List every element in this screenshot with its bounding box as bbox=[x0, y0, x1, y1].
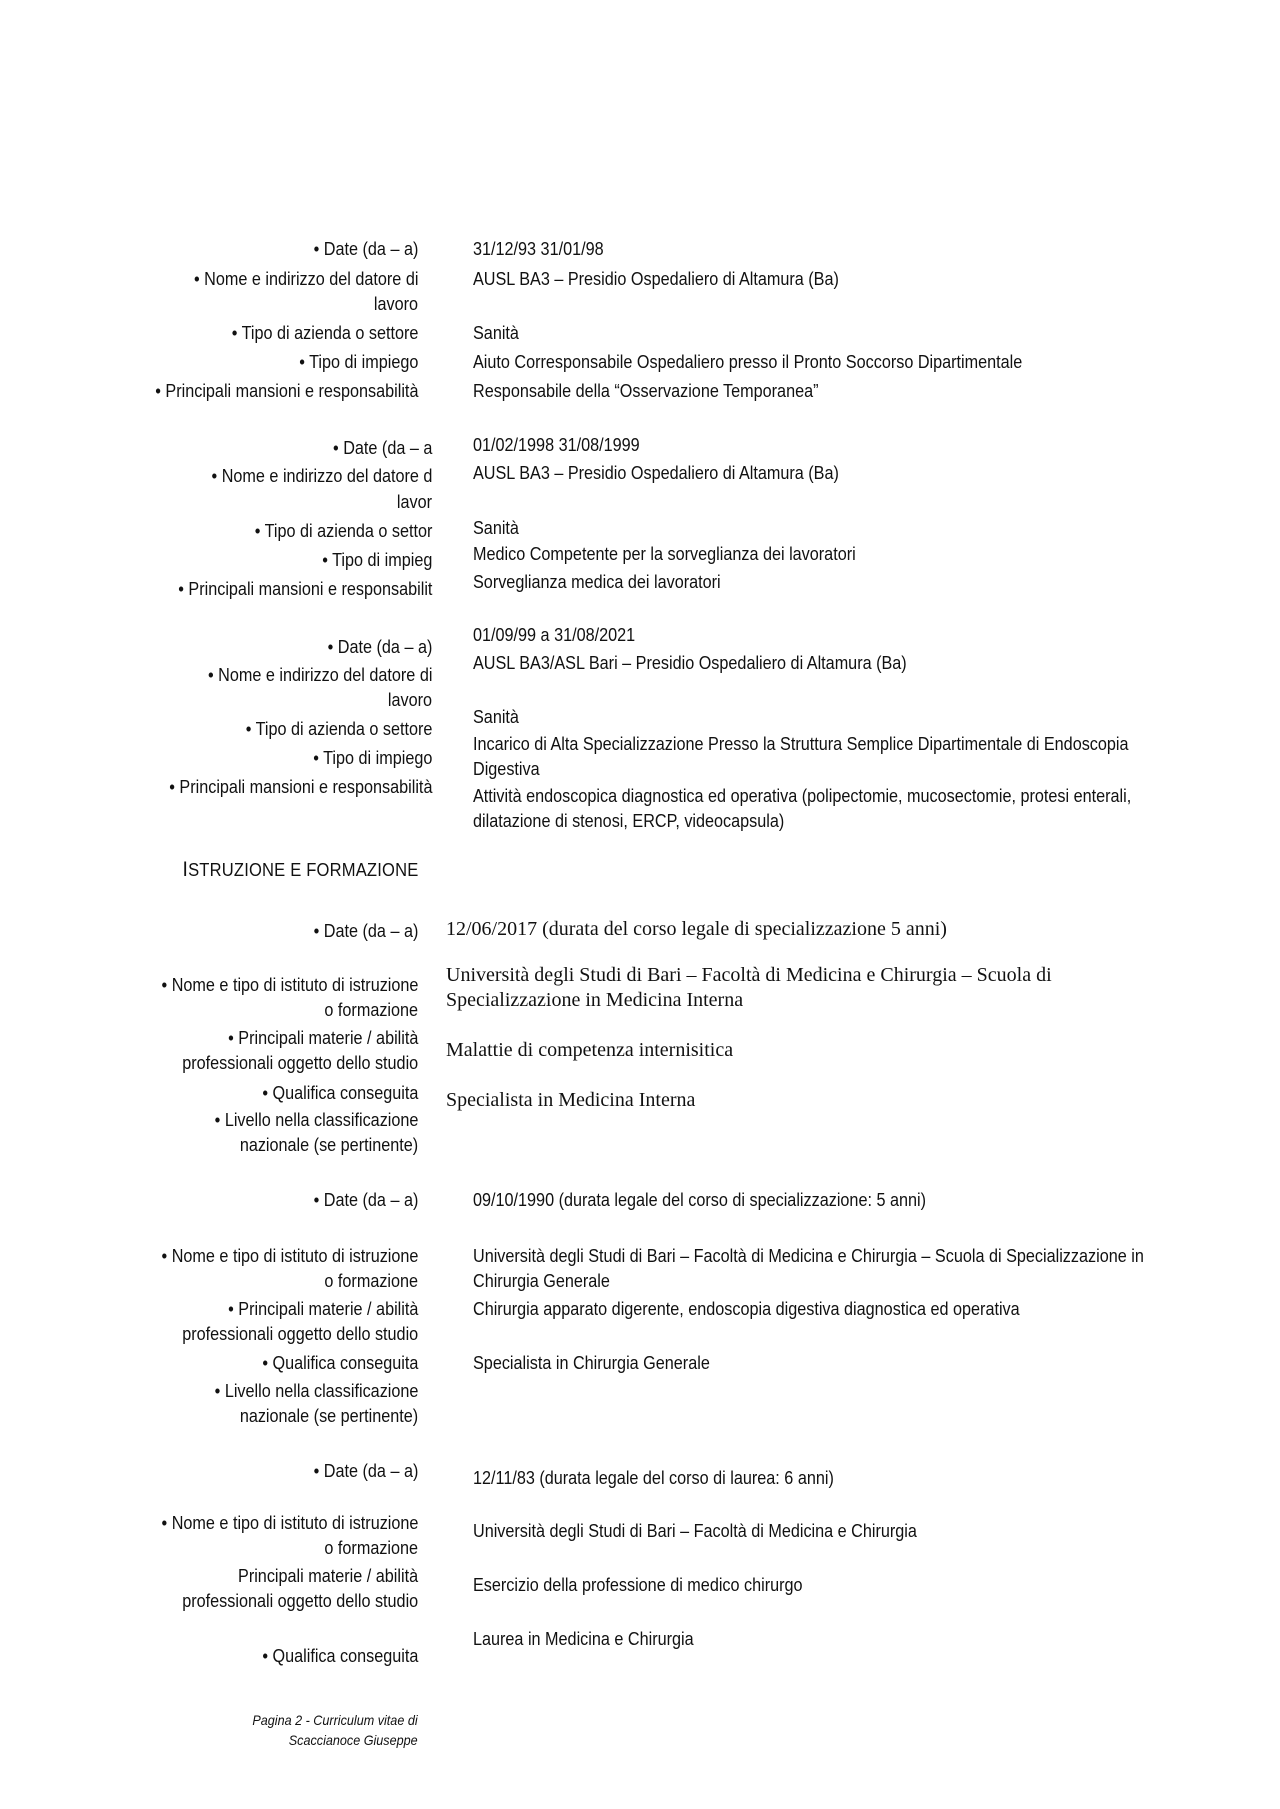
edu2-level-label-cont: nazionale (se pertinente) bbox=[239, 1406, 418, 1426]
job3-date-label: • Date (da – a) bbox=[327, 637, 432, 657]
edu1-qualification-label: • Qualifica conseguita bbox=[261, 1083, 418, 1103]
job1-employer-value: AUSL BA3 – Presidio Ospedaliero di Altamura (Ba) bbox=[473, 269, 839, 289]
job3-sector-value: Sanità bbox=[473, 707, 519, 727]
edu1-qualification-value: Specialista in Medicina Interna bbox=[446, 1089, 696, 1111]
edu3-institute-value: Università degli Studi di Bari – Facoltà di Medicina e Chirurgia bbox=[473, 1521, 917, 1541]
job3-employer-label: • Nome e indirizzo del datore di bbox=[207, 665, 432, 685]
job1-duties-value: Responsabile della “Osservazione Temporanea” bbox=[473, 381, 819, 401]
job1-employer-label-cont: lavoro bbox=[373, 294, 418, 314]
edu1-subjects-label-cont: professionali oggetto dello studio bbox=[182, 1053, 418, 1073]
section-title-education bbox=[182, 858, 418, 882]
footer-page-line: Pagina 2 - Curriculum vitae di bbox=[252, 1712, 418, 1728]
job2-sector-value: Sanità bbox=[473, 518, 519, 538]
job1-role-value: Aiuto Corresponsabile Ospedaliero presso il Pronto Soccorso Dipartimentale bbox=[473, 352, 1023, 372]
edu2-qualification-value: Specialista in Chirurgia Generale bbox=[473, 1353, 710, 1373]
edu1-date-label: • Date (da – a) bbox=[313, 921, 418, 941]
edu1-subjects-label: • Principali materie / abilità bbox=[227, 1028, 418, 1048]
job2-duties-label: • Principali mansioni e responsabilit bbox=[177, 579, 432, 599]
edu2-date-value: 09/10/1990 (durata legale del corso di specializzazione: 5 anni) bbox=[473, 1190, 926, 1210]
job3-role-value-cont: Digestiva bbox=[473, 759, 540, 779]
edu3-institute-label-cont: o formazione bbox=[324, 1538, 418, 1558]
edu1-institute-label-cont: o formazione bbox=[324, 1000, 418, 1020]
page-footer bbox=[253, 1710, 418, 1750]
job1-date-value: 31/12/93 31/01/98 bbox=[473, 239, 604, 259]
footer-author-line: Scaccianoce Giuseppe bbox=[289, 1732, 418, 1748]
section-title-rest: STRUZIONE E FORMAZIONE bbox=[187, 860, 418, 880]
edu2-institute-label-cont: o formazione bbox=[324, 1271, 418, 1291]
job2-role-label: • Tipo di impieg bbox=[321, 550, 432, 570]
job3-employer-label-cont: lavoro bbox=[387, 690, 432, 710]
edu1-date-value: 12/06/2017 (durata del corso legale di specializzazione 5 anni) bbox=[446, 918, 947, 940]
job1-duties-label: • Principali mansioni e responsabilità bbox=[154, 381, 418, 401]
edu1-subjects-value: Malattie di competenza internisitica bbox=[446, 1039, 734, 1061]
job3-role-label: • Tipo di impiego bbox=[312, 748, 432, 768]
job3-duties-value: Attività endoscopica diagnostica ed operativa (polipectomie, mucosectomie, protesi enterali, bbox=[473, 786, 1132, 806]
edu1-level-label: • Livello nella classificazione bbox=[214, 1110, 418, 1130]
edu2-subjects-label-cont: professionali oggetto dello studio bbox=[182, 1324, 418, 1344]
job2-employer-label: • Nome e indirizzo del datore d bbox=[211, 466, 432, 486]
job2-role-value: Medico Competente per la sorveglianza dei lavoratori bbox=[473, 544, 856, 564]
job1-sector-label: • Tipo di azienda o settore bbox=[231, 323, 418, 343]
job3-date-value: 01/09/99 a 31/08/2021 bbox=[473, 625, 636, 645]
edu1-institute-value: Università degli Studi di Bari – Facoltà di Medicina e Chirurgia – Scuola di bbox=[446, 964, 1052, 986]
edu2-level-label: • Livello nella classificazione bbox=[214, 1381, 418, 1401]
edu3-date-label: • Date (da – a) bbox=[313, 1461, 418, 1481]
edu3-subjects-label-cont: professionali oggetto dello studio bbox=[182, 1591, 418, 1611]
edu2-subjects-value: Chirurgia apparato digerente, endoscopia digestiva diagnostica ed operativa bbox=[473, 1299, 1020, 1319]
edu2-subjects-label: • Principali materie / abilità bbox=[227, 1299, 418, 1319]
job2-employer-value: AUSL BA3 – Presidio Ospedaliero di Altamura (Ba) bbox=[473, 463, 839, 483]
job3-sector-label: • Tipo di azienda o settore bbox=[245, 719, 432, 739]
edu1-institute-label: • Nome e tipo di istituto di istruzione bbox=[161, 975, 418, 995]
edu3-qualification-label: • Qualifica conseguita bbox=[261, 1646, 418, 1666]
job1-date-label: • Date (da – a) bbox=[313, 239, 418, 259]
job3-role-value: Incarico di Alta Specializzazione Presso la Struttura Semplice Dipartimentale di Endoscopia bbox=[473, 734, 1129, 754]
job2-date-value: 01/02/1998 31/08/1999 bbox=[473, 435, 640, 455]
edu2-institute-value-cont: Chirurgia Generale bbox=[473, 1271, 610, 1291]
edu3-subjects-label: Principali materie / abilità bbox=[237, 1566, 418, 1586]
job2-sector-label: • Tipo di azienda o settor bbox=[254, 521, 432, 541]
edu1-level-label-cont: nazionale (se pertinente) bbox=[239, 1135, 418, 1155]
job1-employer-label: • Nome e indirizzo del datore di bbox=[193, 269, 418, 289]
job1-role-label: • Tipo di impiego bbox=[298, 352, 418, 372]
job3-employer-value: AUSL BA3/ASL Bari – Presidio Ospedaliero di Altamura (Ba) bbox=[473, 653, 907, 673]
job2-employer-label-cont: lavor bbox=[396, 492, 432, 512]
edu2-institute-value: Università degli Studi di Bari – Facoltà di Medicina e Chirurgia – Scuola di Specializzazione in bbox=[473, 1246, 1144, 1266]
job3-duties-label: • Principali mansioni e responsabilità bbox=[168, 777, 432, 797]
job1-sector-value: Sanità bbox=[473, 323, 519, 343]
job2-duties-value: Sorveglianza medica dei lavoratori bbox=[473, 572, 721, 592]
job2-date-label: • Date (da – a bbox=[332, 438, 432, 458]
edu3-institute-label: • Nome e tipo di istituto di istruzione bbox=[161, 1513, 418, 1533]
edu2-institute-label: • Nome e tipo di istituto di istruzione bbox=[161, 1246, 418, 1266]
edu3-subjects-value: Esercizio della professione di medico chirurgo bbox=[473, 1575, 803, 1595]
edu1-institute-value-cont: Specializzazione in Medicina Interna bbox=[446, 989, 744, 1011]
edu3-date-value: 12/11/83 (durata legale del corso di laurea: 6 anni) bbox=[473, 1468, 834, 1488]
job3-duties-value-cont: dilatazione di stenosi, ERCP, videocapsula) bbox=[473, 811, 785, 831]
section-title-initial: I bbox=[182, 858, 188, 881]
edu3-qualification-value: Laurea in Medicina e Chirurgia bbox=[473, 1629, 694, 1649]
edu2-date-label: • Date (da – a) bbox=[313, 1190, 418, 1210]
edu2-qualification-label: • Qualifica conseguita bbox=[261, 1353, 418, 1373]
